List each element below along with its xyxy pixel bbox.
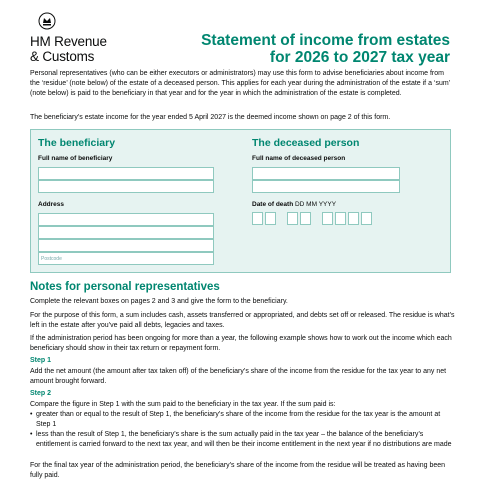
deceased-name-field-line-1[interactable]	[252, 167, 400, 180]
address-label: Address	[38, 201, 65, 208]
org-line-2: & Customs	[30, 49, 95, 64]
deceased-name-field-line-2[interactable]	[252, 180, 400, 193]
beneficiary-name-label: Full name of beneficiary	[38, 155, 113, 162]
date-of-death-label	[252, 201, 336, 208]
dod-year-digit-4[interactable]	[361, 212, 372, 225]
dod-year-digit-3[interactable]	[348, 212, 359, 225]
step-2-bullet-1: • greater than or equal to the result of Step 1, the beneficiary’s share of the income from the residue for the tax year is the amount at Step 1	[30, 410, 455, 430]
deceased-heading: The deceased person	[252, 137, 360, 149]
dod-month-digit-1[interactable]	[287, 212, 298, 225]
notes-paragraph-3: If the administration period has been ongoing for more than a year, the following example shows how to work out the income which each beneficiary should show in their tax return or repayment form.	[30, 335, 452, 352]
beneficiary-name-field-line-1[interactable]	[38, 167, 214, 180]
beneficiary-heading: The beneficiary	[38, 137, 116, 149]
date-of-death-label-text: Date of death	[252, 201, 294, 208]
dod-month-digit-2[interactable]	[300, 212, 311, 225]
beneficiary-name-field-line-2[interactable]	[38, 180, 214, 193]
details-panel	[30, 129, 451, 273]
form-title-line-1: Statement of income from estates	[201, 32, 450, 49]
org-line-1: HM Revenue	[30, 34, 107, 49]
notes-paragraph-2: For the purpose of this form, a sum includes cash, assets transferred or appropriated, and debts set off or released. The residue is what’s left in the estate after you’ve paid all debts, legacies and taxes.	[30, 312, 455, 329]
step-2-bullet-2: • less than the result of Step 1, the beneficiary’s share is the sum actually paid in the tax year – the balance of the beneficiary’s entitlement is carried forward to the next tax year, and will then be their income entitlement in the next year if no distributions are made	[30, 430, 455, 450]
step-1-heading: Step 1	[30, 357, 52, 364]
final-year-note: For the final tax year of the administration period, the beneficiary’s share of the income from the residue will be treated as having been fully paid.	[30, 462, 446, 479]
notes-paragraph-1: Complete the relevant boxes on pages 2 and 3 and give the form to the beneficiary.	[30, 298, 288, 305]
organisation-name	[30, 34, 150, 64]
notes-heading: Notes for personal representatives	[30, 281, 220, 293]
date-format-hint: DD MM YYYY	[294, 201, 337, 208]
crown-crest-icon	[38, 10, 56, 32]
address-field-line-2[interactable]	[38, 226, 214, 239]
address-field-line-1[interactable]	[38, 213, 214, 226]
postcode-field[interactable]: Postcode	[38, 252, 214, 265]
intro-paragraph-2: The beneficiary’s estate income for the year ended 5 April 2027 is the deemed income shown on page 2 of this form.	[30, 114, 391, 121]
form-title	[201, 32, 450, 66]
address-field-line-3[interactable]	[38, 239, 214, 252]
intro-paragraph-1: Personal representatives (who can be either executors or administrators) may use this form to advise beneficiaries about income from the ‘residue’ (note below) of the estate of a deceased person. This applies for each year during the administration of the estate if a ‘sum’ (note below) is paid to the beneficiary in that year and for the year in which the administration of the estate is completed.	[30, 70, 450, 97]
dod-year-digit-2[interactable]	[335, 212, 346, 225]
dod-day-digit-1[interactable]	[252, 212, 263, 225]
dod-year-digit-1[interactable]	[322, 212, 333, 225]
dod-day-digit-2[interactable]	[265, 212, 276, 225]
step-1-text: Add the net amount (the amount after tax taken off) of the beneficiary’s share of the income from the residue for the tax year to any net amount brought forward.	[30, 368, 447, 385]
deceased-name-label: Full name of deceased person	[252, 155, 346, 162]
form-title-line-2: for 2026 to 2027 tax year	[269, 49, 450, 66]
step-2-heading: Step 2	[30, 390, 52, 397]
step-2-text: Compare the figure in Step 1 with the sum paid to the beneficiary in the tax year. If the sum paid is:	[30, 401, 336, 408]
